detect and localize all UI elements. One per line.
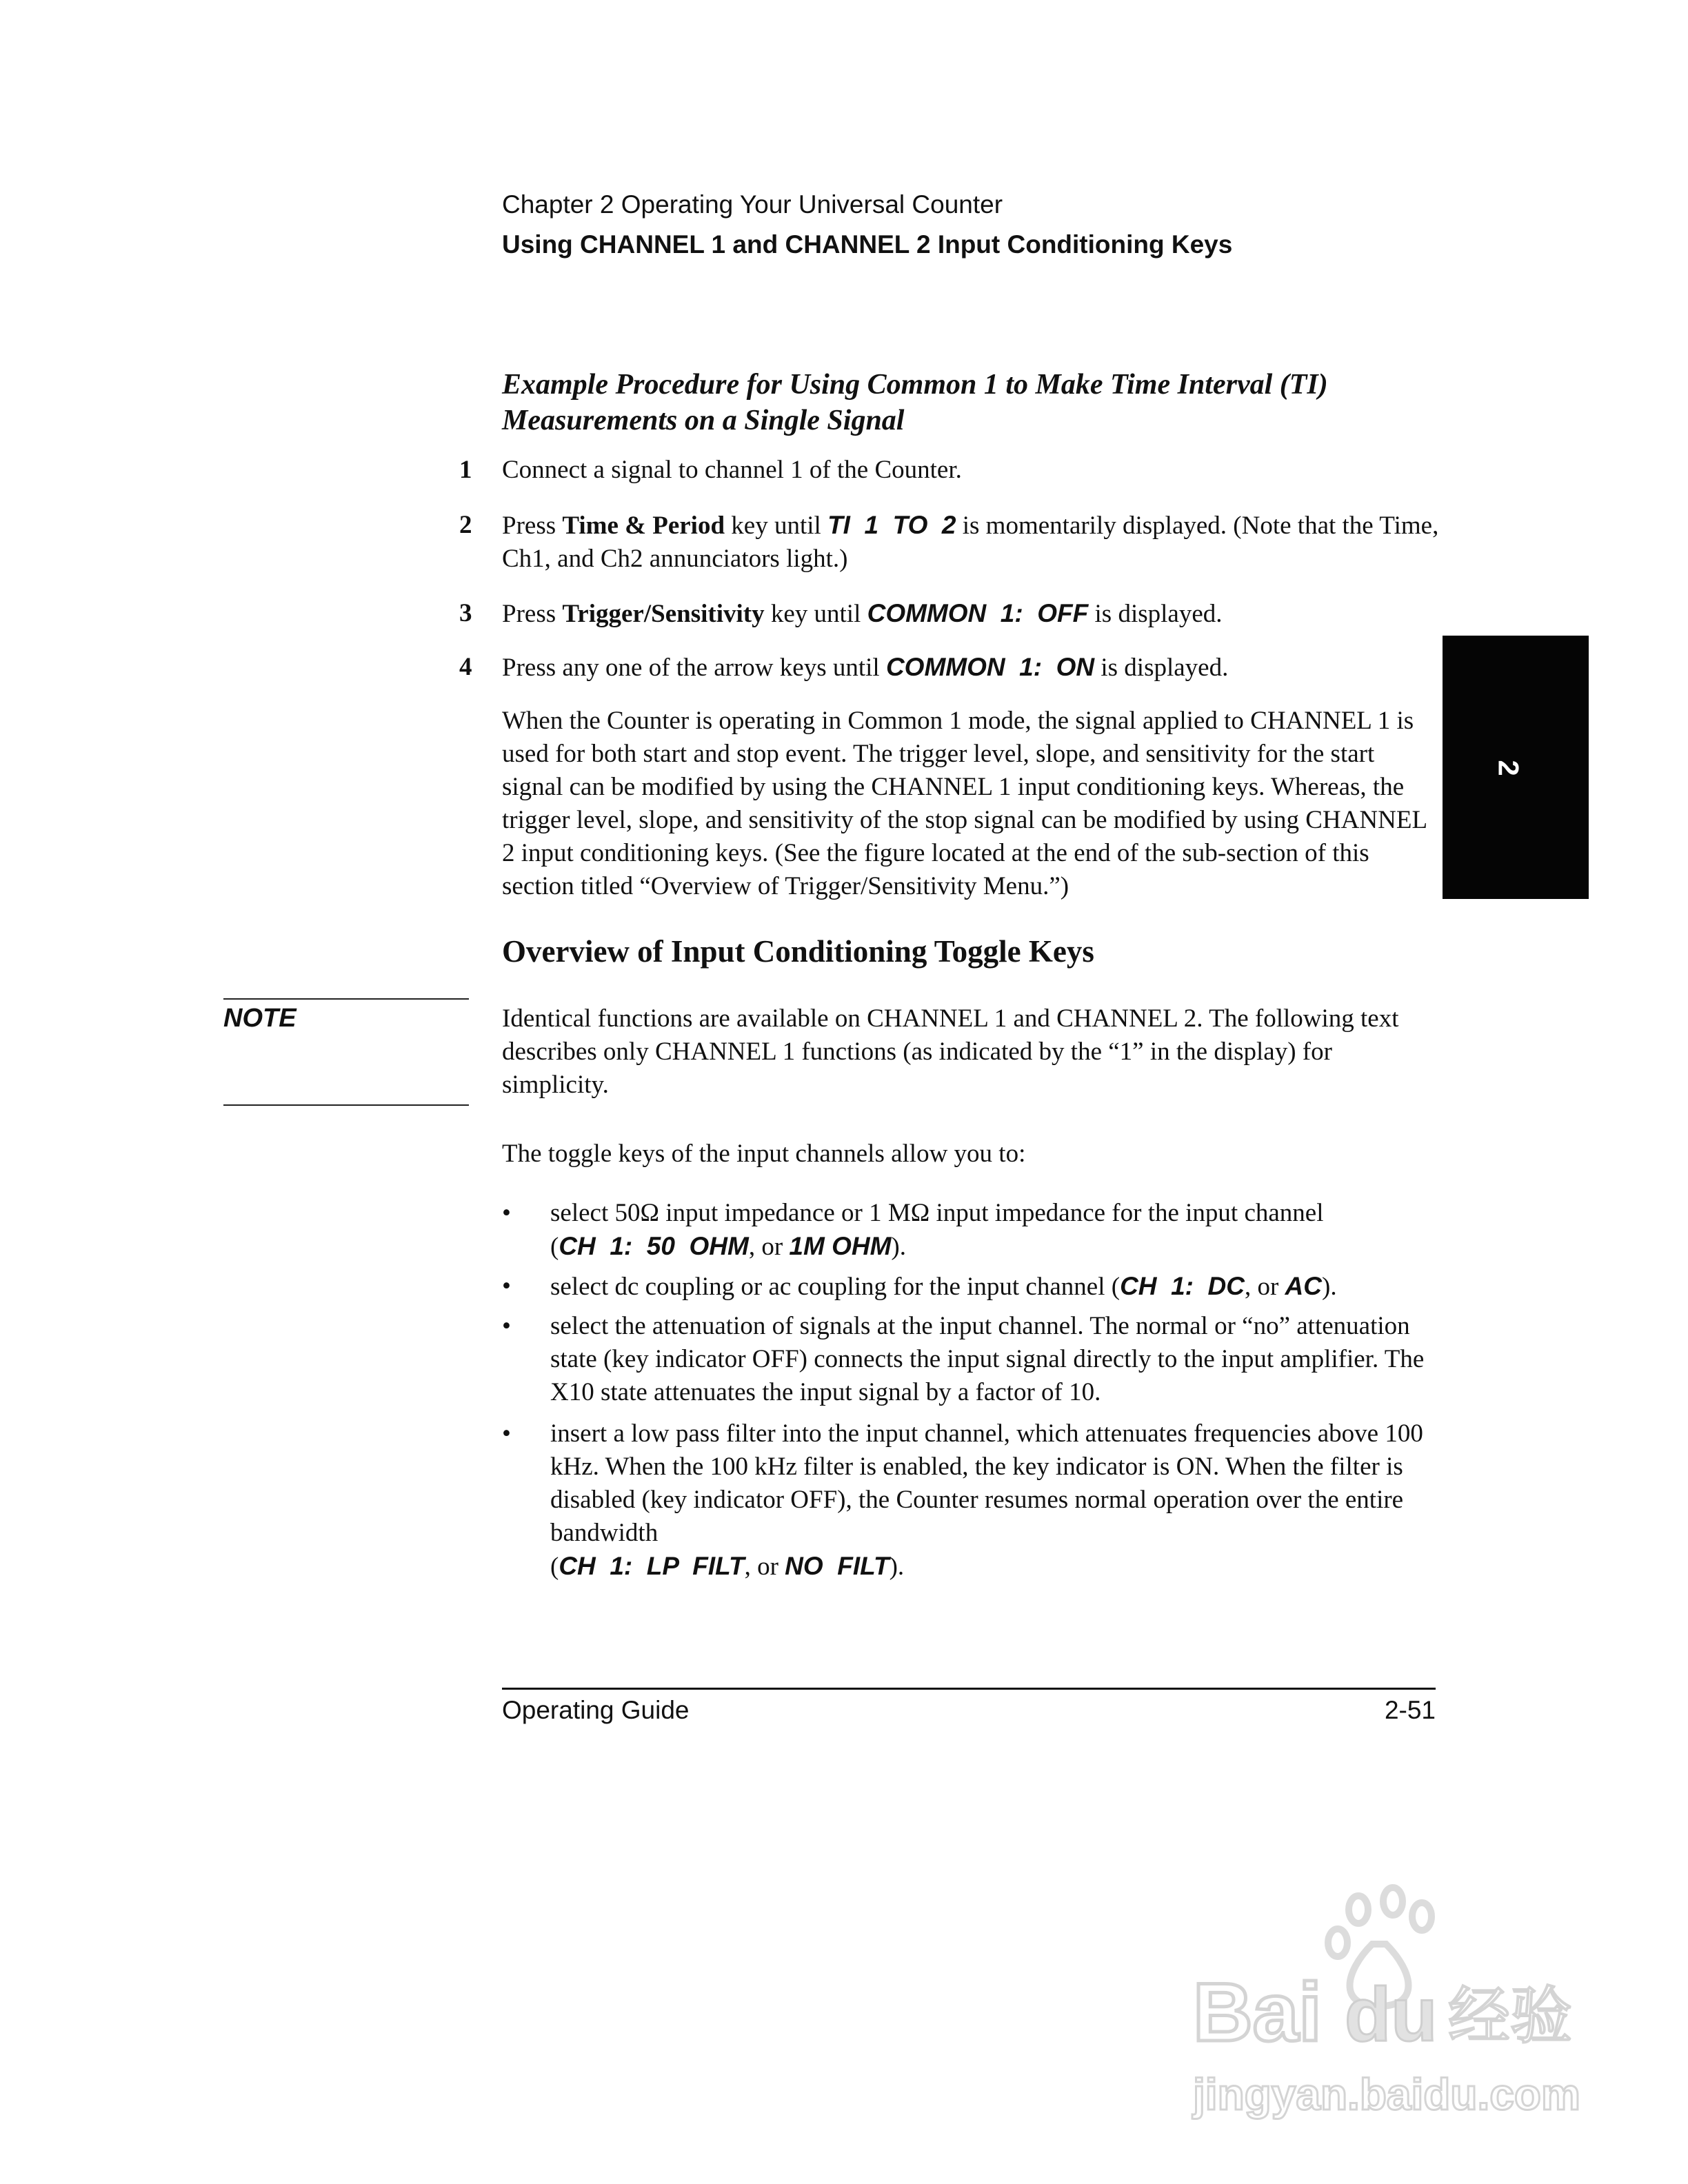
chapter-tab-number: 2 [1492,760,1525,776]
note-bottom-rule [223,1104,469,1106]
list-item-text: select the attenuation of signals at the input channel. The normal or “no” attenuation state (key indicator OFF) connects the input signal directly to the input amplifier. The X10 state attenuates the input signal by a factor of 10. [550,1312,1425,1406]
step-text-post: is displayed. [1094,654,1229,682]
note-text: Identical functions are available on CHANNEL 1 and CHANNEL 2. The following text describes only CHANNEL 1 functions (as indicated by the “1” in the display) for simplicity. [502,1004,1399,1099]
svg-text:经验: 经验 [1448,1980,1572,2052]
display-readout: CH 1: DC [1120,1272,1245,1300]
step-number: 4 [459,653,472,681]
step-text-mid: key until [764,600,867,628]
list-item-post: ). [1322,1273,1337,1301]
bullet-icon: • [502,1312,511,1340]
list-item-pre: select 50Ω input impedance or 1 MΩ input impedance for the input channel ( [550,1199,1324,1261]
key-name: Time & Period [562,512,725,540]
svg-text:Bai: Bai [1193,1966,1322,2059]
example-heading-line2: Measurements on a Single Signal [502,405,905,436]
step-text-pre: Press [502,512,563,540]
display-readout: TI 1 TO 2 [827,511,956,539]
list-item-text [550,1270,1440,1304]
toggle-intro: The toggle keys of the input channels allow you to: [502,1140,1026,1168]
step-text-post: is momentarily displayed. (Note that the Time, Ch1, and Ch2 annunciators light.) [502,512,1439,573]
chapter-title: Chapter 2 Operating Your Universal Counter [502,190,1003,219]
example-heading [502,367,1454,438]
step-text [502,597,1440,631]
list-item-sep: , or [748,1233,790,1261]
step-text-mid: key until [725,512,828,540]
display-readout: AC [1285,1272,1322,1300]
common-mode-paragraph: When the Counter is operating in Common 1 mode, the signal applied to CHANNEL 1 is used for both start and stop event. The trigger level, slope, and sensitivity for the start signal can be modified by using the CHANNEL 1 input conditioning keys. Whereas, the trigger level, slope, and sensitivity of the stop signal can be modified by using CHANNEL 2 input conditioning keys. (See the figure located at the end of the sub-section of this section titled “Overview of Trigger/Sensitivity Menu.”) [502,707,1427,900]
bullet-icon: • [502,1272,511,1300]
display-readout: CH 1: 50 OHM [559,1232,749,1260]
section-title: Using CHANNEL 1 and CHANNEL 2 Input Conditioning Keys [502,230,1233,259]
svg-text:du: du [1345,1972,1438,2057]
list-item-sep: , or [1244,1273,1285,1301]
step-number: 2 [459,511,472,539]
display-readout: 1M OHM [789,1232,892,1260]
list-item-sep: , or [744,1553,785,1581]
display-readout: COMMON 1: OFF [867,599,1089,627]
svg-text:jingyan.baidu.com: jingyan.baidu.com [1193,2070,1580,2119]
step-text [502,509,1440,576]
overview-heading: Overview of Input Conditioning Toggle Keys [502,934,1094,969]
list-item-pre: insert a low pass filter into the input channel, which attenuates frequencies above 100 kHz. When the 100 kHz filter is enabled, the key indicator is ON. When the filter is disabled (key indicator OFF), the Counter resumes normal operation over the entire bandwidth [550,1419,1423,1547]
chapter-tab [1443,636,1589,899]
key-name: Trigger/Sensitivity [562,600,765,628]
display-readout: CH 1: LP FILT [559,1552,745,1580]
list-item-text [550,1197,1440,1264]
list-item-post: ). [891,1233,906,1261]
footer-rule [502,1688,1436,1690]
list-item-post: ). [889,1553,905,1581]
list-item-pre: select dc coupling or ac coupling for the input channel ( [550,1273,1121,1301]
bullet-icon: • [502,1199,511,1227]
step-number: 3 [459,599,472,627]
step-text-pre: Press [502,600,563,628]
step-text: Connect a signal to channel 1 of the Counter. [502,456,962,484]
step-number: 1 [459,456,472,484]
step-text-post: is displayed. [1088,600,1223,628]
baidu-jingyan-watermark-logo [1172,1882,1586,2137]
bullet-icon: • [502,1419,511,1448]
list-item-pre2: ( [550,1553,559,1581]
display-readout: NO FILT [785,1552,890,1580]
note-label: NOTE [223,1004,297,1033]
list-item-text [550,1417,1440,1584]
example-heading-line1: Example Procedure for Using Common 1 to Make Time Interval (TI) [502,369,1328,401]
note-top-rule [223,998,469,1000]
display-readout: COMMON 1: ON [885,653,1095,681]
step-text-pre: Press any one of the arrow keys until [502,654,886,682]
footer-page-number: 2-51 [1384,1696,1436,1724]
step-text [502,651,1440,685]
footer-guide-name: Operating Guide [502,1696,690,1724]
